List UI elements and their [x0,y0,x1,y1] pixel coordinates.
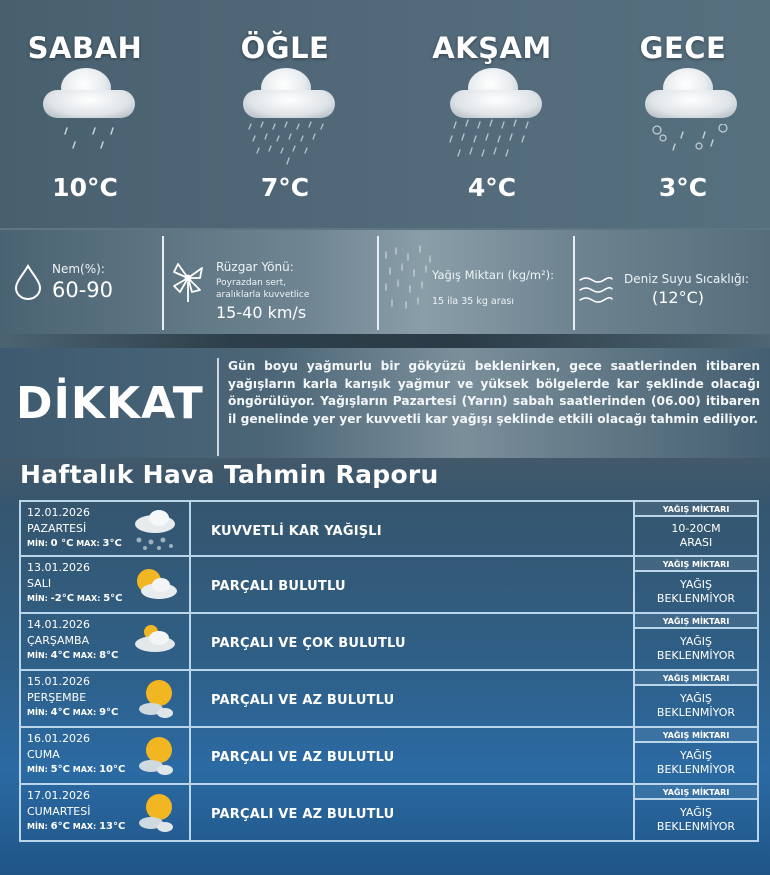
precipitation-cell [635,502,757,555]
divider [377,236,379,330]
partly-cloudy-icon [129,563,179,607]
min-max: MİN: 4°C MAX: 9°C [27,707,119,718]
day-cell [21,728,191,783]
day-cell [21,557,191,612]
day-cell [21,614,191,669]
precipitation-value: YAĞIŞ BEKLENMİYOR [656,578,736,605]
forecast-description: PARÇALI VE ÇOK BULUTLU [211,636,406,651]
pinwheel-icon [170,262,206,304]
precipitation-cell [635,728,757,783]
mostly-cloudy-icon [129,620,179,664]
forecast-description: KUVVETLİ KAR YAĞIŞLI [211,524,382,539]
forecast-day: CUMA [27,748,60,761]
precipitation-value: YAĞIŞ BEKLENMİYOR [656,749,736,776]
min-max: MİN: 4°C MAX: 8°C [27,650,119,661]
precipitation-header: YAĞIŞ MİKTARI [635,502,757,517]
table-row [19,785,759,842]
precipitation-cell [635,785,757,840]
forecast-date: 16.01.2026 [27,732,90,745]
alert-text: Gün boyu yağmurlu bir gökyüzü beklenirken, gece saatlerinden itibaren yağışların karla karışık yağmur ve yüksek bölgelerde kar şeklinde olacağı öngörülüyor. Yağışların Pazartesi (Yarın) sabah saatlerinden (06.00) itibaren il genelinde yer yer kuvvetli kar yağışı şeklinde etkili olacağı tahmin ediliyor. [228,359,760,426]
precipitation-value: YAĞIŞ BEKLENMİYOR [656,692,736,719]
description-cell [191,728,635,783]
precipitation-value: YAĞIŞ BEKLENMİYOR [656,635,736,662]
daypart-label: AKŞAM [432,31,552,65]
sea-temperature-value: (12°C) [652,288,705,307]
description-cell [191,785,635,840]
min-max: MİN: -2°C MAX: 5°C [27,593,123,604]
description-cell [191,614,635,669]
forecast-date: 14.01.2026 [27,618,90,631]
alert-title: DİKKAT [16,378,204,429]
precipitation-value: 10-20CM ARASI [671,522,721,549]
divider [162,236,164,330]
forecast-description: PARÇALI VE AZ BULUTLU [211,693,395,708]
forecast-day: CUMARTESİ [27,805,91,818]
description-cell [191,671,635,726]
daypart-temperature: 3°C [658,173,708,202]
cloud-heavy-rain-icon [422,68,562,172]
precipitation-cell [635,557,757,612]
precipitation-header: YAĞIŞ MİKTARI [635,671,757,686]
cloud-sleet-icon [613,68,753,172]
daypart-night [598,28,768,204]
wind-detail-2: aralıklarla kuvvetlice [216,290,310,300]
wind-value: 15-40 km/s [216,303,307,322]
separator-band [0,334,770,348]
forecast-description: PARÇALI VE AZ BULUTLU [211,807,395,822]
weekly-forecast-table [19,500,759,842]
daypart-label: SABAH [27,31,143,65]
sun-small-cloud-icon [129,791,179,835]
forecast-date: 15.01.2026 [27,675,90,688]
table-row [19,728,759,785]
day-cell [21,785,191,840]
table-row [19,557,759,614]
wind-label: Rüzgar Yönü: [216,260,294,274]
precipitation-header: YAĞIŞ MİKTARI [635,785,757,800]
forecast-date: 13.01.2026 [27,561,90,574]
waves-icon [578,274,614,306]
precipitation-value: 15 ila 35 kg arası [432,296,515,307]
forecast-description: PARÇALI BULUTLU [211,579,346,594]
forecast-day: PERŞEMBE [27,691,87,704]
alert-section [0,348,770,458]
humidity-label: Nem(%): [52,262,105,276]
forecast-date: 17.01.2026 [27,789,90,802]
table-row [19,500,759,557]
description-cell [191,502,635,555]
weekly-title: Haftalık Hava Tahmin Raporu [20,460,439,489]
forecast-day: ÇARŞAMBA [27,634,90,647]
min-max: MİN: 5°C MAX: 10°C [27,764,126,775]
min-max: MİN: 6°C MAX: 13°C [27,821,126,832]
daypart-temperature: 7°C [260,173,310,202]
forecast-date: 12.01.2026 [27,506,90,519]
table-row [19,671,759,728]
precipitation-header: YAĞIŞ MİKTARI [635,728,757,743]
precipitation-label: Yağış Miktarı (kg/m²): [432,268,555,282]
precipitation-header: YAĞIŞ MİKTARI [635,614,757,629]
cloud-light-rain-icon [15,68,155,172]
daypart-morning [0,28,170,204]
forecast-day: PAZARTESİ [27,522,87,535]
day-cell [21,671,191,726]
sea-temperature-label: Deniz Suyu Sıcaklığı: [624,272,749,286]
precipitation-value: YAĞIŞ BEKLENMİYOR [656,806,736,833]
conditions-strip [0,230,770,334]
divider [573,236,575,330]
alert-divider [217,358,219,456]
min-max: MİN: 0 °C MAX: 3°C [27,538,122,549]
daypart-temperature: 10°C [52,173,118,202]
daypart-label: GECE [639,31,727,65]
daypart-forecast [0,0,770,228]
wind-detail-1: Poyrazdan sert, [216,278,286,288]
precipitation-cell [635,671,757,726]
precipitation-header: YAĞIŞ MİKTARI [635,557,757,572]
precipitation-cell [635,614,757,669]
sun-small-cloud-icon [129,734,179,778]
cloud-rain-icon [215,68,355,172]
daypart-temperature: 4°C [467,173,517,202]
day-cell [21,502,191,555]
table-row [19,614,759,671]
water-drop-icon [14,264,42,300]
forecast-description: PARÇALI VE AZ BULUTLU [211,750,395,765]
forecast-day: SALI [27,577,52,590]
snow-cloud-icon [129,508,179,552]
daypart-label: ÖĞLE [240,31,330,65]
daypart-noon [200,28,370,204]
humidity-value: 60-90 [52,278,114,302]
rain-drops-icon [382,244,438,316]
daypart-evening [407,28,577,204]
description-cell [191,557,635,612]
sun-small-cloud-icon [129,677,179,721]
